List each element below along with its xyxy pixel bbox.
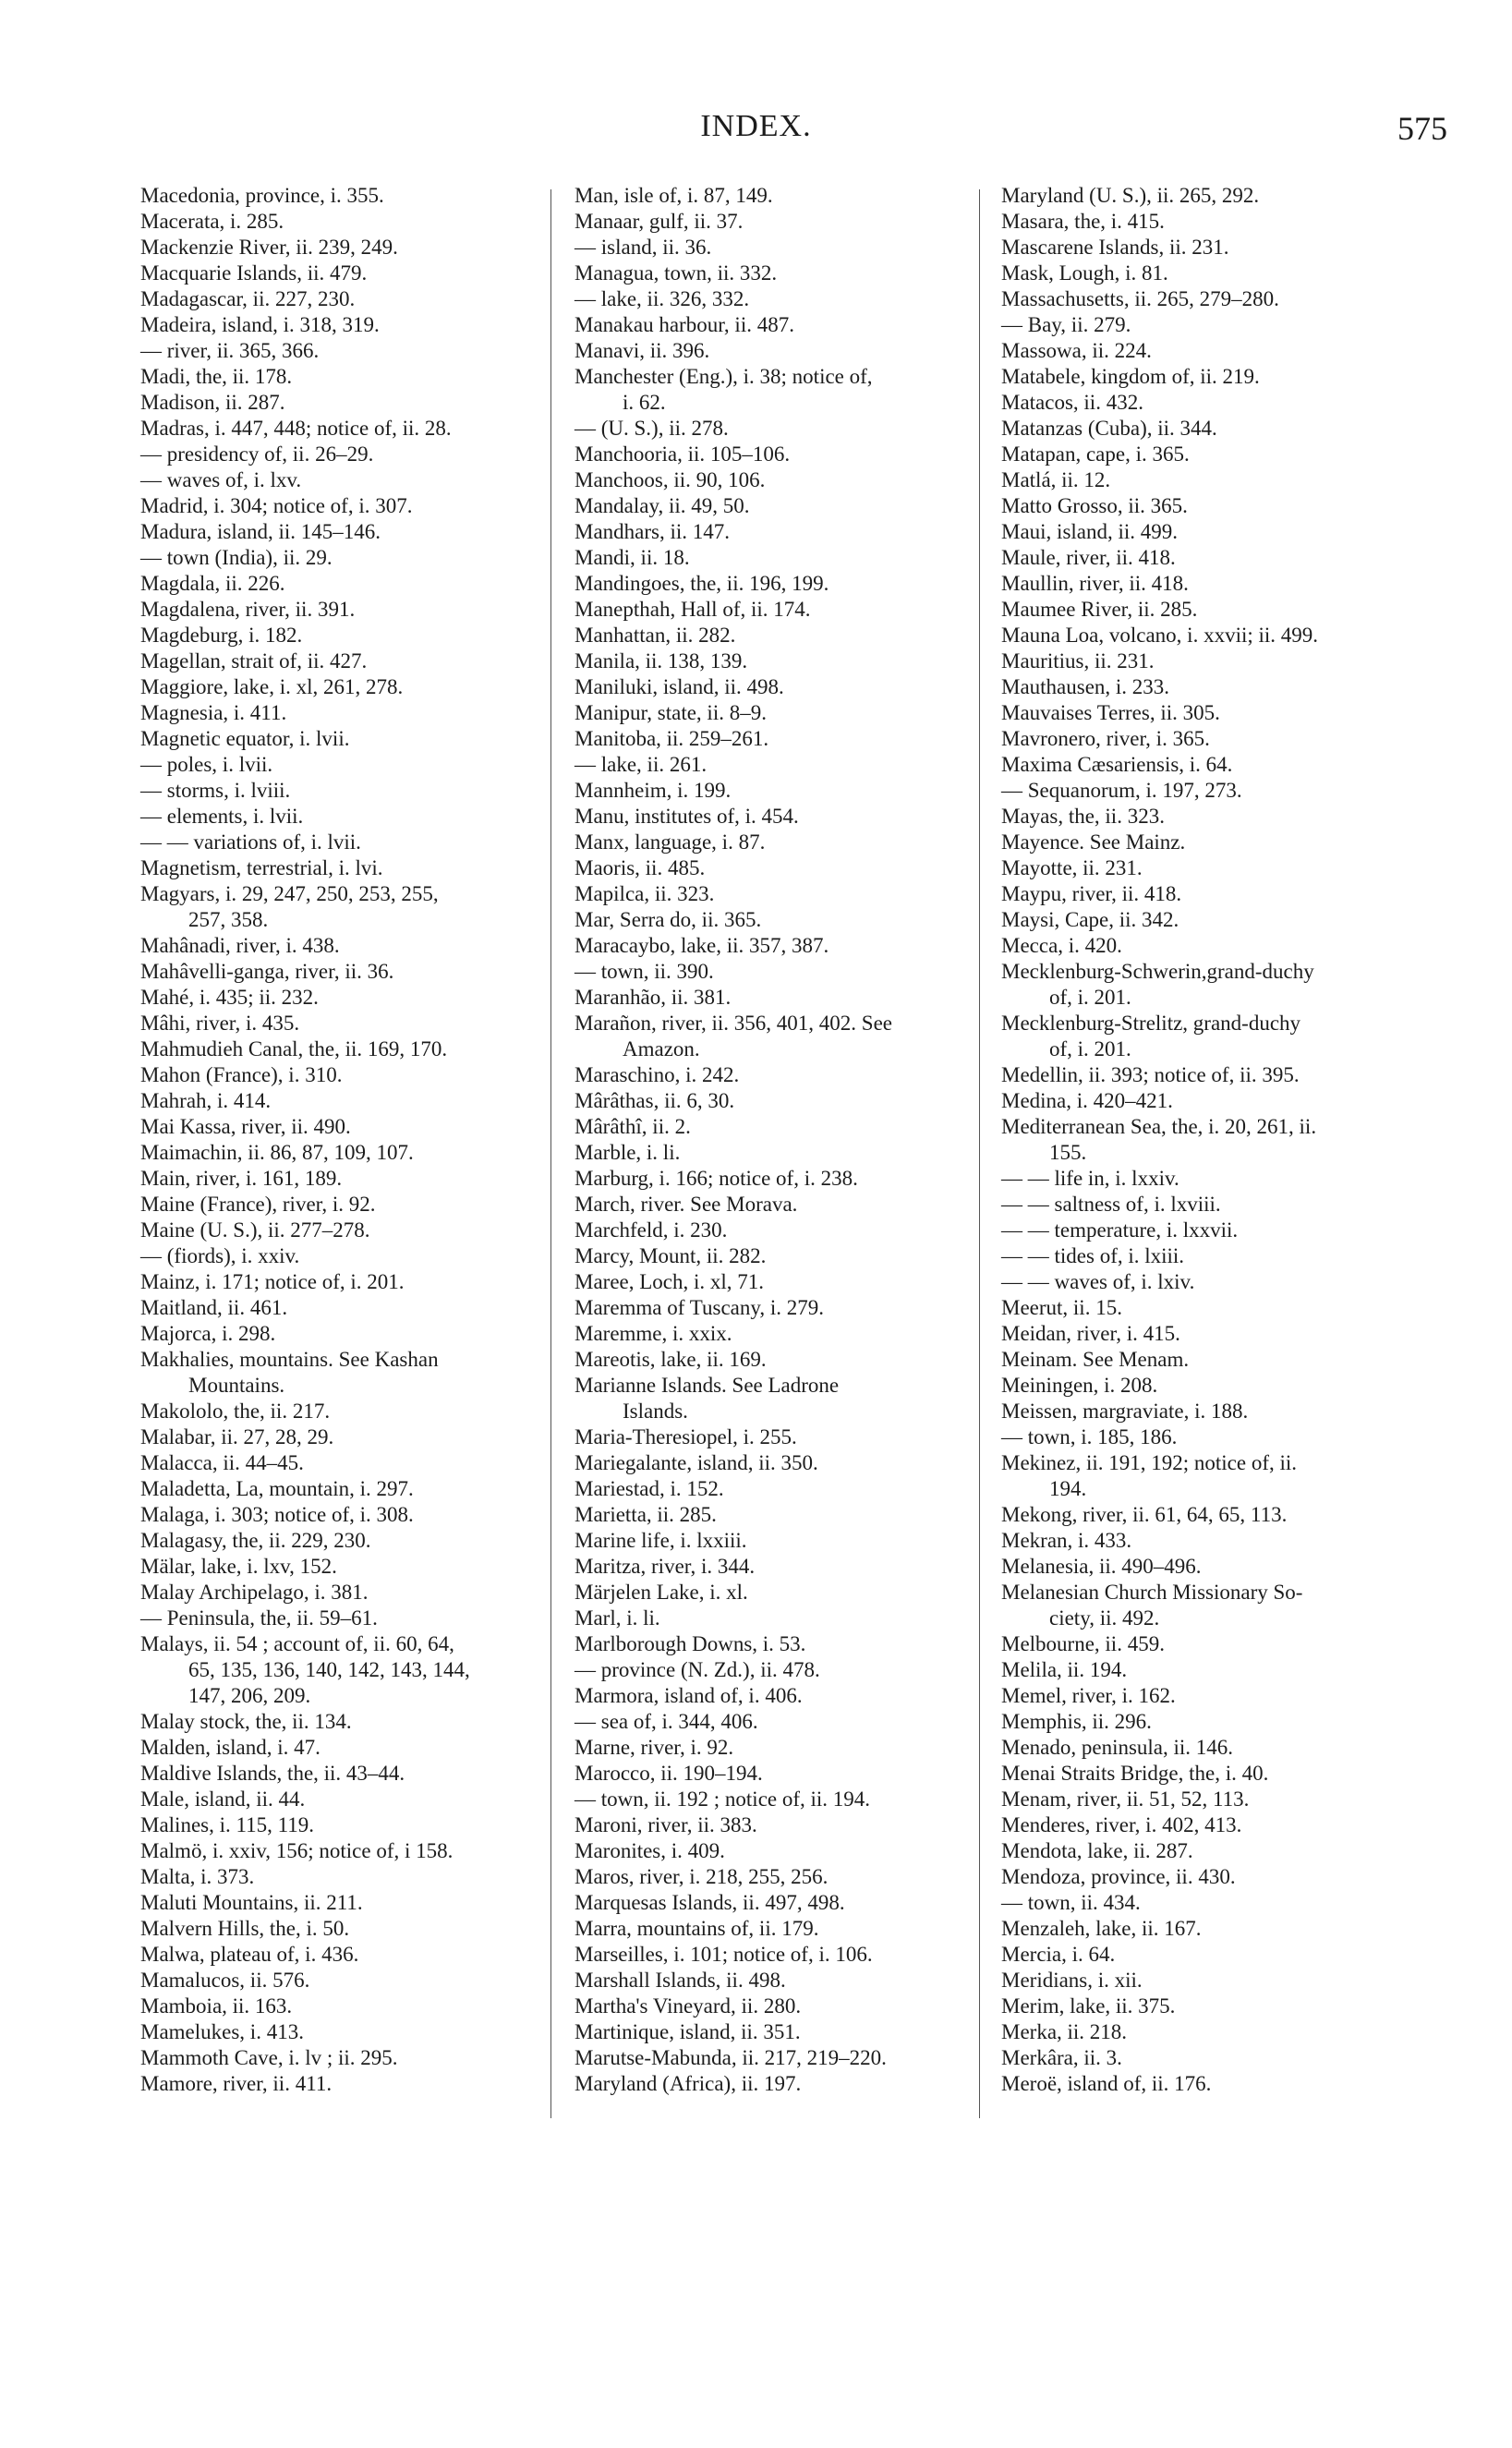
index-entry: Maroni, river, ii. 383. bbox=[575, 1813, 757, 1836]
index-entry: Main, river, i. 161, 189. bbox=[140, 1167, 343, 1190]
index-entry-continuation: ciety, ii. 492. bbox=[1049, 1606, 1160, 1630]
index-entry: Malacca, ii. 44–45. bbox=[140, 1451, 304, 1474]
index-entry: Magnetic equator, i. lvii. bbox=[140, 727, 350, 750]
index-entry: Maule, river, ii. 418. bbox=[1001, 546, 1176, 569]
index-entry: Maggiore, lake, i. xl, 261, 278. bbox=[140, 675, 404, 698]
index-entry: Menado, peninsula, ii. 146. bbox=[1001, 1736, 1234, 1759]
index-entry: Marne, river, i. 92. bbox=[575, 1736, 734, 1759]
index-entry: Majorca, i. 298. bbox=[140, 1322, 276, 1345]
index-entry-continuation: 257, 358. bbox=[188, 908, 269, 931]
index-entry: Mahânadi, river, i. 438. bbox=[140, 934, 340, 957]
index-entry: Meinam. See Menam. bbox=[1001, 1348, 1190, 1371]
index-entry: Merka, ii. 218. bbox=[1001, 2020, 1128, 2043]
index-entry: Mendota, lake, ii. 287. bbox=[1001, 1839, 1193, 1862]
index-entry: Mahmudieh Canal, the, ii. 169, 170. bbox=[140, 1037, 448, 1060]
index-entry: Mahé, i. 435; ii. 232. bbox=[140, 986, 319, 1009]
index-entry: Marcy, Mount, ii. 282. bbox=[575, 1244, 767, 1267]
index-entry: Madrid, i. 304; notice of, i. 307. bbox=[140, 494, 413, 517]
index-entry: Malmö, i. xxiv, 156; notice of, i 158. bbox=[140, 1839, 454, 1862]
index-entry: Memel, river, i. 162. bbox=[1001, 1684, 1176, 1707]
index-entry: — lake, ii. 261. bbox=[575, 753, 708, 776]
index-entry: — presidency of, ii. 26–29. bbox=[140, 442, 374, 466]
index-entry: Menai Straits Bridge, the, i. 40. bbox=[1001, 1762, 1269, 1785]
index-entry: Maitland, ii. 461. bbox=[140, 1296, 288, 1319]
index-entry: Magdalena, river, ii. 391. bbox=[140, 598, 356, 621]
index-entry: Marseilles, i. 101; notice of, i. 106. bbox=[575, 1943, 873, 1966]
index-entry: Maronites, i. 409. bbox=[575, 1839, 725, 1862]
index-entry: Maimachin, ii. 86, 87, 109, 107. bbox=[140, 1141, 414, 1164]
index-entry: Mandalay, ii. 49, 50. bbox=[575, 494, 750, 517]
index-entry: — town, ii. 434. bbox=[1001, 1891, 1141, 1914]
index-entry: — Sequanorum, i. 197, 273. bbox=[1001, 779, 1242, 802]
index-entry: Madura, island, ii. 145–146. bbox=[140, 520, 381, 543]
index-entry: Mahâvelli-ganga, river, ii. 36. bbox=[140, 960, 394, 983]
index-entry: Melanesian Church Missionary So- bbox=[1001, 1581, 1303, 1604]
index-entry: Meiningen, i. 208. bbox=[1001, 1374, 1158, 1397]
index-entry: — town (India), ii. 29. bbox=[140, 546, 333, 569]
index-entry-continuation: of, i. 201. bbox=[1049, 986, 1131, 1009]
index-entry: Manakau harbour, ii. 487. bbox=[575, 313, 794, 336]
index-entry: Maremma of Tuscany, i. 279. bbox=[575, 1296, 825, 1319]
index-entry: — town, i. 185, 186. bbox=[1001, 1425, 1178, 1448]
index-entry-continuation: 194. bbox=[1049, 1477, 1087, 1500]
index-entry: Mauthausen, i. 233. bbox=[1001, 675, 1170, 698]
index-entry: Matto Grosso, ii. 365. bbox=[1001, 494, 1188, 517]
index-entry: Malden, island, i. 47. bbox=[140, 1736, 321, 1759]
index-entry: — sea of, i. 344, 406. bbox=[575, 1710, 758, 1733]
index-entry: Magnetism, terrestrial, i. lvi. bbox=[140, 856, 383, 879]
index-entry: March, river. See Morava. bbox=[575, 1193, 798, 1216]
index-entry: Maladetta, La, mountain, i. 297. bbox=[140, 1477, 414, 1500]
index-entry: Malagasy, the, ii. 229, 230. bbox=[140, 1529, 371, 1552]
index-entry: Marl, i. li. bbox=[575, 1606, 660, 1630]
index-entry: Maypu, river, ii. 418. bbox=[1001, 882, 1182, 905]
index-entry: Merim, lake, ii. 375. bbox=[1001, 1994, 1176, 2018]
index-entry: — (U. S.), ii. 278. bbox=[575, 417, 729, 440]
index-entry: Maoris, ii. 485. bbox=[575, 856, 706, 879]
index-entry: Maria-Theresiopel, i. 255. bbox=[575, 1425, 797, 1448]
index-entry: Manaar, gulf, ii. 37. bbox=[575, 210, 744, 233]
index-entry: Mälar, lake, i. lxv, 152. bbox=[140, 1555, 337, 1578]
index-entry: Mayence. See Mainz. bbox=[1001, 830, 1186, 854]
index-entry: — — variations of, i. lvii. bbox=[140, 830, 361, 854]
index-entry-continuation: of, i. 201. bbox=[1049, 1037, 1131, 1060]
index-entry: Menam, river, ii. 51, 52, 113. bbox=[1001, 1788, 1250, 1811]
index-entry: Mecca, i. 420. bbox=[1001, 934, 1122, 957]
index-entry: Märjelen Lake, i. xl. bbox=[575, 1581, 748, 1604]
index-entry: — town, ii. 390. bbox=[575, 960, 714, 983]
index-entry: Mayotte, ii. 231. bbox=[1001, 856, 1143, 879]
index-entry: Marañon, river, ii. 356, 401, 402. See bbox=[575, 1012, 893, 1035]
index-entry: Mauna Loa, volcano, i. xxvii; ii. 499. bbox=[1001, 624, 1319, 647]
index-entry: Maryland (U. S.), ii. 265, 292. bbox=[1001, 184, 1260, 207]
index-entry: Massowa, ii. 224. bbox=[1001, 339, 1152, 362]
index-entry: — (fiords), i. xxiv. bbox=[140, 1244, 300, 1267]
index-entry: Matlá, ii. 12. bbox=[1001, 468, 1111, 491]
index-entry: Marble, i. li. bbox=[575, 1141, 681, 1164]
index-entry: Maremme, i. xxix. bbox=[575, 1322, 732, 1345]
index-entry: Mackenzie River, ii. 239, 249. bbox=[140, 236, 398, 259]
index-entry: Manhattan, ii. 282. bbox=[575, 624, 736, 647]
index-entry: Malaga, i. 303; notice of, i. 308. bbox=[140, 1503, 414, 1526]
index-entry: Manchoos, ii. 90, 106. bbox=[575, 468, 766, 491]
index-entry-continuation: i. 62. bbox=[623, 391, 666, 414]
index-entry: — waves of, i. lxv. bbox=[140, 468, 302, 491]
index-entry: Mariegalante, island, ii. 350. bbox=[575, 1451, 818, 1474]
index-entry: Maumee River, ii. 285. bbox=[1001, 598, 1198, 621]
index-entry: — storms, i. lviii. bbox=[140, 779, 291, 802]
index-entry: Mekong, river, ii. 61, 64, 65, 113. bbox=[1001, 1503, 1288, 1526]
index-entry-continuation: Amazon. bbox=[623, 1037, 700, 1060]
index-entry: Maullin, river, ii. 418. bbox=[1001, 572, 1189, 595]
index-entry: Maldive Islands, the, ii. 43–44. bbox=[140, 1762, 405, 1785]
index-entry: Meidan, river, i. 415. bbox=[1001, 1322, 1180, 1345]
index-entry: Maryland (Africa), ii. 197. bbox=[575, 2072, 802, 2095]
index-entry: Mandhars, ii. 147. bbox=[575, 520, 731, 543]
index-entry: Martha's Vineyard, ii. 280. bbox=[575, 1994, 802, 2018]
index-entry: Marutse-Mabunda, ii. 217, 219–220. bbox=[575, 2046, 887, 2069]
index-entry: Mannheim, i. 199. bbox=[575, 779, 732, 802]
index-entry: — — saltness of, i. lxviii. bbox=[1001, 1193, 1221, 1216]
index-entry: Magdeburg, i. 182. bbox=[140, 624, 303, 647]
running-head bbox=[0, 109, 1512, 164]
index-entry: Manchooria, ii. 105–106. bbox=[575, 442, 791, 466]
index-entry: Marra, mountains of, ii. 179. bbox=[575, 1917, 819, 1940]
index-entry: Maranhão, ii. 381. bbox=[575, 986, 732, 1009]
index-entry: Menzaleh, lake, ii. 167. bbox=[1001, 1917, 1202, 1940]
index-column-2 bbox=[575, 183, 1016, 2097]
index-entry: Mavronero, river, i. 365. bbox=[1001, 727, 1210, 750]
index-entry: Maxima Cæsariensis, i. 64. bbox=[1001, 753, 1233, 776]
index-entry: Macedonia, province, i. 355. bbox=[140, 184, 384, 207]
index-entry: Maui, island, ii. 499. bbox=[1001, 520, 1179, 543]
index-entry: Maracaybo, lake, ii. 357, 387. bbox=[575, 934, 829, 957]
index-entry: Mainz, i. 171; notice of, i. 201. bbox=[140, 1270, 405, 1293]
index-entry: Malines, i. 115, 119. bbox=[140, 1813, 315, 1836]
index-entry: — poles, i. lvii. bbox=[140, 753, 273, 776]
index-entry: Mauvaises Terres, ii. 305. bbox=[1001, 701, 1220, 724]
index-entry: Mascarene Islands, ii. 231. bbox=[1001, 236, 1229, 259]
index-entry-continuation: Mountains. bbox=[188, 1374, 285, 1397]
index-entry: Marocco, ii. 190–194. bbox=[575, 1762, 763, 1785]
index-entry: Mandi, ii. 18. bbox=[575, 546, 690, 569]
index-entry: Meridians, i. xii. bbox=[1001, 1969, 1143, 1992]
index-entry: — river, ii. 365, 366. bbox=[140, 339, 320, 362]
index-entry: Mâhi, river, i. 435. bbox=[140, 1012, 300, 1035]
index-entry: Madison, ii. 287. bbox=[140, 391, 285, 414]
index-entry: Magdala, ii. 226. bbox=[140, 572, 285, 595]
index-entry: Madras, i. 447, 448; notice of, ii. 28. bbox=[140, 417, 452, 440]
index-entry: Makololo, the, ii. 217. bbox=[140, 1400, 331, 1423]
index-entry: — — tides of, i. lxiii. bbox=[1001, 1244, 1185, 1267]
index-entry: Massachusetts, ii. 265, 279–280. bbox=[1001, 287, 1279, 310]
index-entry: Marlborough Downs, i. 53. bbox=[575, 1632, 806, 1655]
index-entry: Martinique, island, ii. 351. bbox=[575, 2020, 801, 2043]
index-entry: Mecklenburg-Schwerin,grand-duchy bbox=[1001, 960, 1314, 983]
index-entry: Male, island, ii. 44. bbox=[140, 1788, 306, 1811]
index-entry: — Bay, ii. 279. bbox=[1001, 313, 1131, 336]
index-entry: Medellin, ii. 393; notice of, ii. 395. bbox=[1001, 1063, 1300, 1086]
index-entry: Macerata, i. 285. bbox=[140, 210, 284, 233]
index-entry: Madi, the, ii. 178. bbox=[140, 365, 293, 388]
index-entry: Maniluki, island, ii. 498. bbox=[575, 675, 784, 698]
index-entry: Managua, town, ii. 332. bbox=[575, 261, 778, 285]
index-entry: Matabele, kingdom of, ii. 219. bbox=[1001, 365, 1260, 388]
index-entry: Malay stock, the, ii. 134. bbox=[140, 1710, 352, 1733]
index-entry: — — waves of, i. lxiv. bbox=[1001, 1270, 1195, 1293]
index-entry: Madagascar, ii. 227, 230. bbox=[140, 287, 356, 310]
index-entry: Manila, ii. 138, 139. bbox=[575, 649, 748, 673]
index-entry: Marquesas Islands, ii. 497, 498. bbox=[575, 1891, 845, 1914]
index-entry: Melbourne, ii. 459. bbox=[1001, 1632, 1165, 1655]
index-entry-continuation: 155. bbox=[1049, 1141, 1087, 1164]
index-entry: — — life in, i. lxxiv. bbox=[1001, 1167, 1179, 1190]
index-entry: Mendoza, province, ii. 430. bbox=[1001, 1865, 1236, 1888]
index-entry: Magnesia, i. 411. bbox=[140, 701, 287, 724]
index-entry: Maree, Loch, i. xl, 71. bbox=[575, 1270, 765, 1293]
index-entry: Mask, Lough, i. 81. bbox=[1001, 261, 1168, 285]
index-entry: Matacos, ii. 432. bbox=[1001, 391, 1143, 414]
index-column-1 bbox=[140, 183, 582, 2097]
index-entry: Malvern Hills, the, i. 50. bbox=[140, 1917, 350, 1940]
index-entry: Menderes, river, i. 402, 413. bbox=[1001, 1813, 1242, 1836]
index-entry-continuation: 65, 135, 136, 140, 142, 143, 144, bbox=[188, 1658, 470, 1681]
index-entry: Marine life, i. lxxiii. bbox=[575, 1529, 747, 1552]
index-entry: — town, ii. 192 ; notice of, ii. 194. bbox=[575, 1788, 871, 1811]
index-entry: Maluti Mountains, ii. 211. bbox=[140, 1891, 363, 1914]
index-entry: Matapan, cape, i. 365. bbox=[1001, 442, 1190, 466]
index-entry: — island, ii. 36. bbox=[575, 236, 712, 259]
page-number: 575 bbox=[1397, 110, 1447, 147]
index-entry: Mapilca, ii. 323. bbox=[575, 882, 715, 905]
index-entry: Merkâra, ii. 3. bbox=[1001, 2046, 1122, 2069]
index-entry: Malays, ii. 54 ; account of, ii. 60, 64, bbox=[140, 1632, 454, 1655]
index-entry: — elements, i. lvii. bbox=[140, 805, 304, 828]
index-entry: Mârâthî, ii. 2. bbox=[575, 1115, 691, 1138]
index-entry: Macquarie Islands, ii. 479. bbox=[140, 261, 368, 285]
index-entry: Mamelukes, i. 413. bbox=[140, 2020, 304, 2043]
index-entry: Malay Archipelago, i. 381. bbox=[140, 1581, 369, 1604]
index-entry: Malabar, ii. 27, 28, 29. bbox=[140, 1425, 334, 1448]
index-entry: Manchester (Eng.), i. 38; notice of, bbox=[575, 365, 873, 388]
index-entry: Maine (France), river, i. 92. bbox=[140, 1193, 376, 1216]
index-entry: Manu, institutes of, i. 454. bbox=[575, 805, 799, 828]
index-entry: Mariestad, i. 152. bbox=[575, 1477, 724, 1500]
index-entry: Marmora, island of, i. 406. bbox=[575, 1684, 803, 1707]
index-entry: Magellan, strait of, ii. 427. bbox=[140, 649, 368, 673]
index-column-3 bbox=[1001, 183, 1443, 2097]
index-entry: Maros, river, i. 218, 255, 256. bbox=[575, 1865, 829, 1888]
index-entry: Memphis, ii. 296. bbox=[1001, 1710, 1152, 1733]
index-entry: — Peninsula, the, ii. 59–61. bbox=[140, 1606, 378, 1630]
index-entry: Manavi, ii. 396. bbox=[575, 339, 710, 362]
index-entry: Mammoth Cave, i. lv ; ii. 295. bbox=[140, 2046, 398, 2069]
index-entry-continuation: 147, 206, 209. bbox=[188, 1684, 311, 1707]
index-entry: — province (N. Zd.), ii. 478. bbox=[575, 1658, 820, 1681]
index-entry: Makhalies, mountains. See Kashan bbox=[140, 1348, 439, 1371]
index-entry: Maraschino, i. 242. bbox=[575, 1063, 740, 1086]
index-entry: Maysi, Cape, ii. 342. bbox=[1001, 908, 1179, 931]
index-entry-continuation: Islands. bbox=[623, 1400, 688, 1423]
index-entry: Magyars, i. 29, 247, 250, 253, 255, bbox=[140, 882, 439, 905]
index-entry: Malwa, plateau of, i. 436. bbox=[140, 1943, 359, 1966]
index-entry: Mekran, i. 433. bbox=[1001, 1529, 1132, 1552]
index-entry: Meerut, ii. 15. bbox=[1001, 1296, 1122, 1319]
index-entry: — lake, ii. 326, 332. bbox=[575, 287, 750, 310]
index-entry: Manepthah, Hall of, ii. 174. bbox=[575, 598, 811, 621]
index-entry: Mecklenburg-Strelitz, grand-duchy bbox=[1001, 1012, 1301, 1035]
index-entry: Mahon (France), i. 310. bbox=[140, 1063, 343, 1086]
index-entry: Maine (U. S.), ii. 277–278. bbox=[140, 1218, 370, 1242]
index-entry: Mercia, i. 64. bbox=[1001, 1943, 1116, 1966]
index-entry: Masara, the, i. 415. bbox=[1001, 210, 1165, 233]
index-entry: Mediterranean Sea, the, i. 20, 261, ii. bbox=[1001, 1115, 1317, 1138]
index-entry: Marshall Islands, ii. 498. bbox=[575, 1969, 786, 1992]
index-entry: Mekinez, ii. 191, 192; notice of, ii. bbox=[1001, 1451, 1298, 1474]
index-entry: Marburg, i. 166; notice of, i. 238. bbox=[575, 1167, 858, 1190]
index-entry: Marianne Islands. See Ladrone bbox=[575, 1374, 840, 1397]
index-entry: Man, isle of, i. 87, 149. bbox=[575, 184, 773, 207]
index-entry: Meissen, margraviate, i. 188. bbox=[1001, 1400, 1249, 1423]
index-entry: Mareotis, lake, ii. 169. bbox=[575, 1348, 767, 1371]
index-entry: Manx, language, i. 87. bbox=[575, 830, 766, 854]
index-entry: Mayas, the, ii. 323. bbox=[1001, 805, 1165, 828]
index-entry: Matanzas (Cuba), ii. 344. bbox=[1001, 417, 1217, 440]
index-entry: Mârâthas, ii. 6, 30. bbox=[575, 1089, 735, 1112]
index-entry: Manipur, state, ii. 8–9. bbox=[575, 701, 767, 724]
index-entry: Mauritius, ii. 231. bbox=[1001, 649, 1155, 673]
index-entry: — — temperature, i. lxxvii. bbox=[1001, 1218, 1239, 1242]
index-entry: Mamboia, ii. 163. bbox=[140, 1994, 293, 2018]
index-entry: Mai Kassa, river, ii. 490. bbox=[140, 1115, 351, 1138]
index-entry: Medina, i. 420–421. bbox=[1001, 1089, 1173, 1112]
index-entry: Madeira, island, i. 318, 319. bbox=[140, 313, 380, 336]
index-entry: Malta, i. 373. bbox=[140, 1865, 255, 1888]
index-entry: Mamore, river, ii. 411. bbox=[140, 2072, 333, 2095]
index-entry: Mahrah, i. 414. bbox=[140, 1089, 272, 1112]
index-entry: Mar, Serra do, ii. 365. bbox=[575, 908, 762, 931]
index-entry: Marchfeld, i. 230. bbox=[575, 1218, 728, 1242]
index-entry: Manitoba, ii. 259–261. bbox=[575, 727, 769, 750]
index-entry: Maritza, river, i. 344. bbox=[575, 1555, 756, 1578]
index-entry: Mandingoes, the, ii. 196, 199. bbox=[575, 572, 829, 595]
index-entry: Meroë, island of, ii. 176. bbox=[1001, 2072, 1212, 2095]
index-entry: Mamalucos, ii. 576. bbox=[140, 1969, 310, 1992]
page-title: INDEX. bbox=[700, 109, 812, 143]
index-entry: Melila, ii. 194. bbox=[1001, 1658, 1128, 1681]
index-entry: Melanesia, ii. 490–496. bbox=[1001, 1555, 1202, 1578]
index-entry: Marietta, ii. 285. bbox=[575, 1503, 717, 1526]
